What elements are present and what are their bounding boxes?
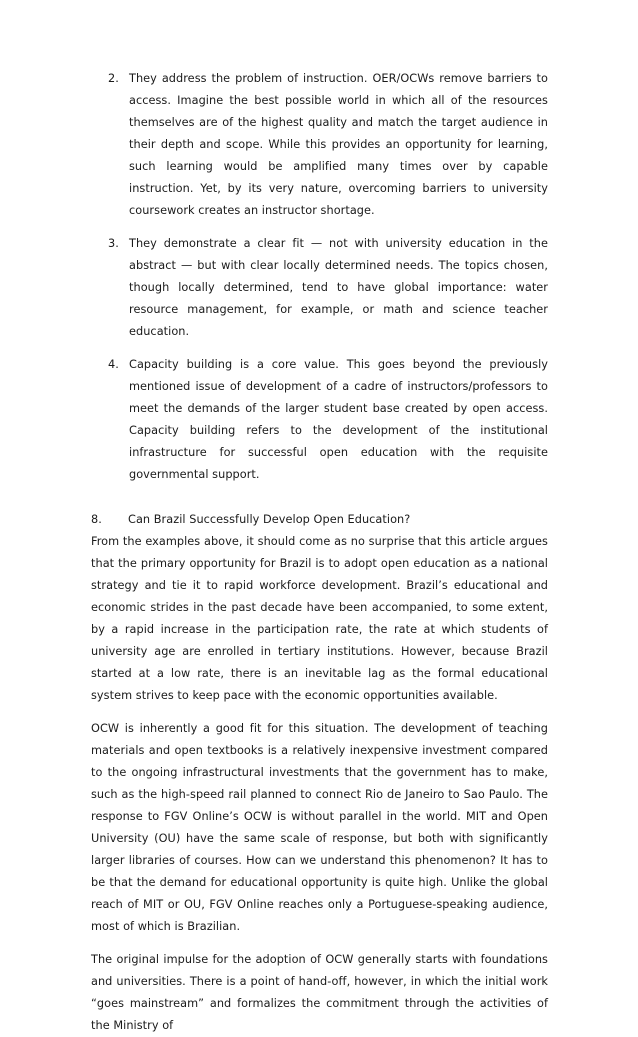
section-number: 8. xyxy=(91,513,102,526)
list-item-text: Capacity building is a core value. This goes beyond the previously mentioned issue of development of a cadre of instructors/professors to meet the demands of the larger student base created by open access. Capacity building refers to the development of the institutional infrastructure for successful open education with the requisite governmental support. xyxy=(129,358,548,481)
body-paragraph: OCW is inherently a good fit for this situation. The development of teaching materials and open textbooks is a relatively inexpensive investment compared to the ongoing infrastructural investments that the government has to make, such as the high-speed rail planned to connect Rio de Janeiro to Sao Paulo. The response to FGV Online’s OCW is without parallel in the world. MIT and Open University (OU) have the same scale of response, but both with significantly larger libraries of courses. How can we understand this phenomenon? It has to be that the demand for educational opportunity is quite high. Unlike the global reach of MIT or OU, FGV Online reaches only a Portuguese-speaking audience, most of which is Brazilian. xyxy=(91,722,548,933)
list-item-number: 3. xyxy=(108,237,119,250)
list-item xyxy=(91,233,548,343)
body-paragraph: From the examples above, it should come as no surprise that this article argues that the primary opportunity for Brazil is to adopt open education as a national strategy and tie it to rapid workforce development. Brazil’s educational and economic strides in the past decade have been accompanied, to some extent, by a rapid increase in the participation rate, the rate at which students of university age are enrolled in tertiary institutions. However, because Brazil started at a low rate, there is an inevitable lag as the formal educational system strives to keep pace with the economic opportunities available. xyxy=(91,535,548,702)
section-title: Can Brazil Successfully Develop Open Education? xyxy=(128,513,411,526)
list-item-number: 2. xyxy=(108,72,119,85)
list-item-text: They demonstrate a clear fit — not with university education in the abstract — but with clear locally determined needs. The topics chosen, though locally determined, tend to have global importance: water resource management, for example, or math and science teacher education. xyxy=(129,237,548,338)
list-item xyxy=(91,68,548,222)
list-item xyxy=(91,354,548,486)
body-paragraph: The original impulse for the adoption of OCW generally starts with foundations and universities. There is a point of hand-off, however, in which the initial work “goes mainstream” and formalizes the commitment through the activities of the Ministry of xyxy=(91,953,548,1032)
list-item-number: 4. xyxy=(108,358,119,371)
section-heading xyxy=(91,509,548,531)
list-item-text: They address the problem of instruction. OER/OCWs remove barriers to access. Imagine the best possible world in which all of the resources themselves are of the highest quality and match the target audience in their depth and scope. While this provides an opportunity for learning, such learning would be amplified many times over by capable instruction. Yet, by its very nature, overcoming barriers to university coursework creates an instructor shortage. xyxy=(129,72,548,217)
numbered-list xyxy=(91,68,548,486)
